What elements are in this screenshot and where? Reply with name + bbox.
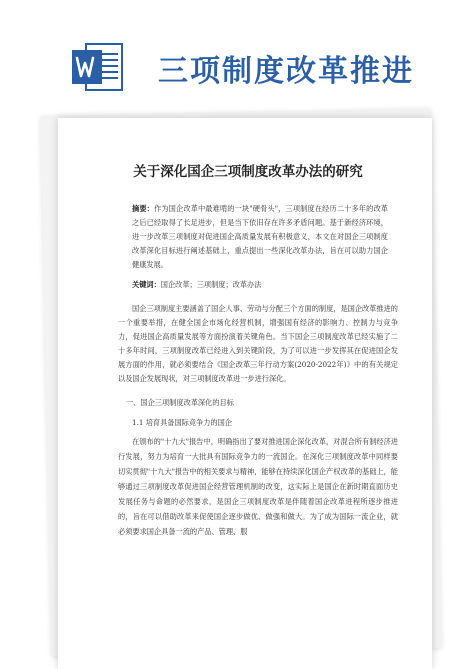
- abstract-label: 摘要：: [132, 204, 154, 213]
- intro-paragraph: 国企三项制度主要涵盖了国企人事、劳动与分配三个方面的制度，是国企改革推进的一个重要举措，在健全国企市场化经营机制，增强国有经济的影响力、控制力与竞争力，促进国企高质量发展等方面扮演着关键角色。当下国企三项制度改革已经实施了二十多年时间，三项制度改革已经进入到关键阶段，为了可以进一步发挥其在促进国企发展方面的作用，就必须要结合《国企改革三年行动方案(2020-2022年)》中的有关规定以及国企发展现状，对三项制度改革进一步进行深化。: [118, 304, 398, 383]
- word-document-icon: [72, 40, 124, 94]
- subsection-heading: 1.1 培育具备国际竞争力的国企: [132, 418, 232, 427]
- abstract: [98, 202, 398, 272]
- keywords-text: 国企改革；三项制度；改革办法: [160, 280, 262, 289]
- section-heading: 一、国企三项制度改革深化的目标: [126, 398, 234, 407]
- keywords: [98, 278, 398, 292]
- page-title: 三项制度改革推进: [158, 54, 414, 89]
- header-banner: [0, 0, 474, 96]
- subsection-body: 在颁布的"十九大"报告中，明确指出了要对推进国企深化改革，对混合所有制经济进行发展，努力为培育一大批具有国际竞争力的一流国企。在深化三项制度改革中同样要切实贯彻"十九大"报告中的相关要求与精神，能够在持续深化国企产权改革的基础上，能够通过三项制度改革促进国企经营管理机制的改变，这实际上是国企在新时期直面历史发展任务与命题的必然要求，是国企三项制度改革是伴随着国企改革进程所逐步推进的，旨在可以借助改革来促使国企逐步做优、做强和做大。为了成为国际一流企业，就必须要求国企具备一流的产品、管理、服: [118, 437, 398, 536]
- abstract-text: 作为国企改革中最难啃的一块"硬骨头"，三项制度在经历二十多年的改革之后已经取得了长足进步，但是当下依旧存在许多矛盾问题。基于新经济环境，进一步改革三项制度对促进国企高质量发展有积极意义，本文在对国企三项制度改革深化目标进行阐述基础上，重点提出一些深化改革办法，旨在可以助力国企健康发展。: [132, 204, 388, 269]
- document-title: 关于深化国企三项制度改革办法的研究: [133, 164, 363, 180]
- keywords-label: 关键词：: [132, 280, 161, 289]
- document-content: [98, 160, 398, 539]
